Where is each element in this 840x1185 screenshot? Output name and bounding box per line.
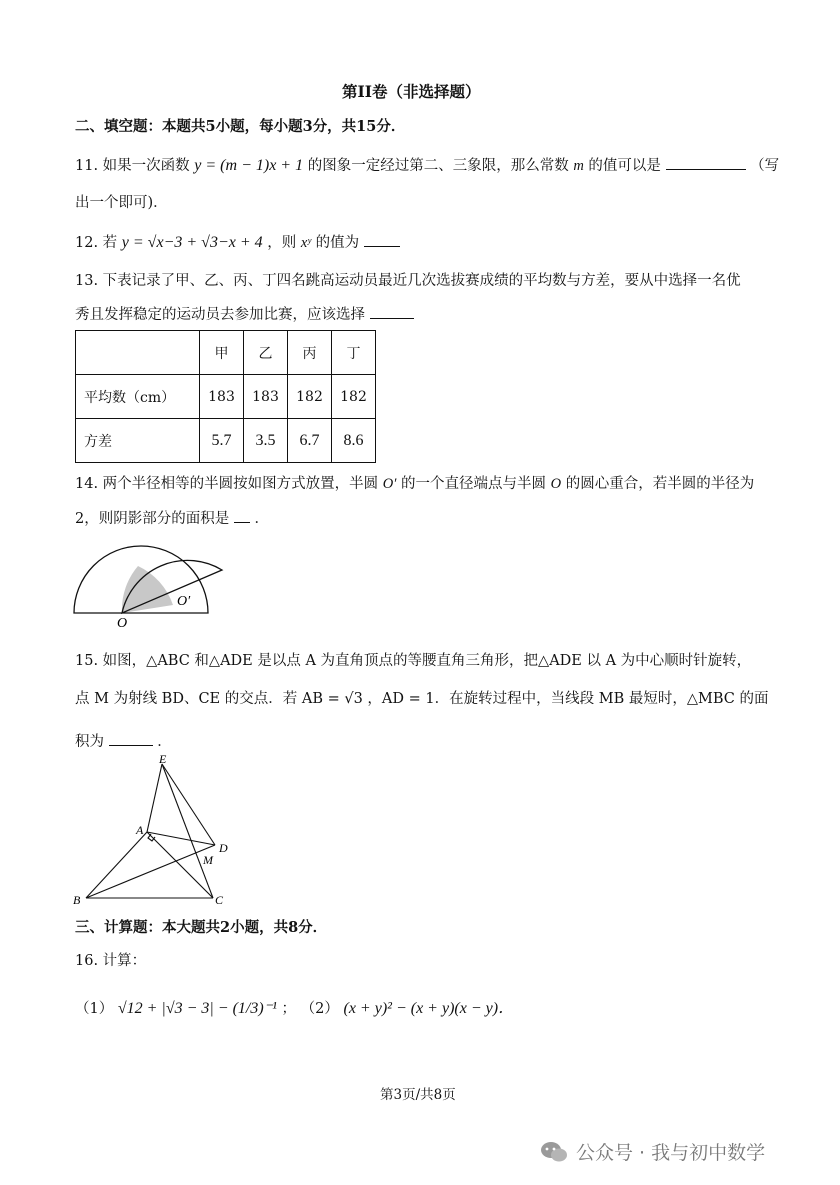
- watermark-text: 公众号 · 我与初中数学: [576, 1142, 766, 1164]
- q15-line2: 点 M 为射线 BD、CE 的交点．若 AB = √3 ，AD = 1．在旋转过程中，当线段 MB 最短时，△MBC 的面: [75, 691, 769, 707]
- q14-end: ．: [254, 511, 269, 527]
- stats-table: [75, 330, 376, 463]
- q13-line1: 下表记录了甲、乙、丙、丁四名跳高运动员最近几次选拔赛成绩的平均数与方差，要从中选择一名优: [102, 273, 741, 289]
- label-o-prime: O′: [177, 594, 191, 609]
- question-16: [75, 951, 146, 971]
- q11-var: m: [573, 158, 584, 174]
- q15-end: ．: [157, 734, 172, 750]
- q15-answer-blank: [109, 731, 153, 746]
- q14-o: O: [550, 476, 562, 492]
- q16-parts: [75, 999, 514, 1019]
- segment-ad: [147, 832, 215, 845]
- table-row: [76, 419, 376, 463]
- q16-label: 计算：: [102, 953, 147, 969]
- question-14: [75, 474, 754, 494]
- q14-line1a: 两个半径相等的半圆按如图方式放置，半圆: [102, 476, 379, 492]
- table-header-cell: 丙: [288, 331, 332, 375]
- q12-pre: 若: [102, 235, 118, 251]
- question-11: [75, 155, 779, 176]
- q15-line3: 积为: [75, 734, 104, 750]
- table-cell: 182: [332, 375, 376, 419]
- q12-number: 12.: [75, 235, 99, 251]
- segment-bd: [86, 845, 215, 898]
- page-footer: 第3页/共8页: [380, 1087, 456, 1103]
- q12-expr: xʸ: [300, 235, 311, 251]
- q13-number: 13.: [75, 273, 99, 289]
- q16-part2: (x + y)² − (x + y)(x − y)．: [343, 1000, 515, 1017]
- section-2-heading: 二、填空题：本题共5小题，每小题3分，共15分．: [75, 118, 406, 135]
- q16-number: 16.: [75, 953, 99, 969]
- label-m: M: [203, 853, 213, 867]
- table-cell: 8.6: [332, 419, 376, 463]
- q13-answer-blank: [370, 304, 414, 319]
- q14-line2-wrap: [75, 508, 269, 529]
- table-cell: 182: [288, 375, 332, 419]
- wechat-icon: [540, 1140, 568, 1164]
- table-cell: 6.7: [288, 419, 332, 463]
- q11-line2: 出一个即可)．: [75, 195, 168, 211]
- table-header-row: [76, 331, 376, 375]
- figure-15-triangles: [70, 752, 240, 907]
- q11-post: 的值可以是: [588, 158, 661, 174]
- q15-line3-wrap: [75, 731, 172, 752]
- segment-ba: [86, 832, 147, 898]
- page-title: 第II卷（非选择题）: [342, 82, 481, 101]
- q16-part2-label: （2）: [300, 1001, 339, 1017]
- table-header-cell: 乙: [244, 331, 288, 375]
- q16-part1: √12 + |√3 − 3| − (1/3)⁻¹: [117, 1000, 277, 1017]
- q15-line1: 如图，△ABC 和△ADE 是以点 A 为直角顶点的等腰直角三角形，把△ADE 以 A 为中心顺时针旋转，: [102, 653, 752, 669]
- watermark: [540, 1138, 765, 1165]
- q14-line1b: 的一个直径端点与半圆: [401, 476, 547, 492]
- label-e: E: [159, 752, 167, 766]
- table-cell: 183: [244, 375, 288, 419]
- label-b: B: [73, 893, 81, 907]
- q11-answer-blank: [666, 155, 746, 170]
- q13-line2-wrap: [75, 304, 414, 325]
- q11-pre: 如果一次函数: [102, 158, 190, 174]
- question-13: [75, 271, 741, 291]
- table-cell: 183: [200, 375, 244, 419]
- label-o: O: [117, 616, 128, 631]
- right-angle-mark: [148, 834, 155, 841]
- q12-formula: y = √x−3 + √3−x + 4: [121, 234, 263, 251]
- q12-post: 的值为: [315, 235, 360, 251]
- q14-line2: 2，则阴影部分的面积是: [75, 511, 230, 527]
- label-a: A: [136, 823, 144, 837]
- q16-sep: ；: [281, 1001, 297, 1017]
- q14-number: 14.: [75, 476, 99, 492]
- label-d: D: [219, 841, 228, 855]
- figure-14-semicircles: [65, 535, 235, 635]
- table-cell: 3.5: [244, 419, 288, 463]
- segment-ae: [147, 764, 162, 832]
- table-row-label: 方差: [76, 419, 200, 463]
- q11-number: 11.: [75, 158, 99, 174]
- table-row: [76, 375, 376, 419]
- q14-answer-blank: [234, 508, 250, 523]
- q11-tail: （写: [750, 158, 780, 174]
- q14-line1c: 的圆心重合，若半圆的半径为: [565, 476, 755, 492]
- q16-part1-label: （1）: [75, 1001, 114, 1017]
- question-12: [75, 232, 400, 253]
- table-header-cell: [76, 331, 200, 375]
- q12-mid: ，则: [267, 235, 297, 251]
- table-cell: 5.7: [200, 419, 244, 463]
- table-header-cell: 甲: [200, 331, 244, 375]
- table-header-cell: 丁: [332, 331, 376, 375]
- q11-formula: y = (m − 1)x + 1: [194, 157, 304, 174]
- q14-o-prime: O′: [382, 476, 397, 492]
- q13-line2: 秀且发挥稳定的运动员去参加比赛，应该选择: [75, 307, 365, 323]
- label-c: C: [215, 893, 224, 907]
- question-15: [75, 651, 751, 671]
- q15-number: 15.: [75, 653, 99, 669]
- section-3-heading: 三、计算题：本大题共2小题，共8分．: [75, 919, 328, 936]
- q11-mid: 的图象一定经过第二、三象限，那么常数: [307, 158, 569, 174]
- table-row-label: 平均数（cm）: [76, 375, 200, 419]
- q12-answer-blank: [364, 232, 400, 247]
